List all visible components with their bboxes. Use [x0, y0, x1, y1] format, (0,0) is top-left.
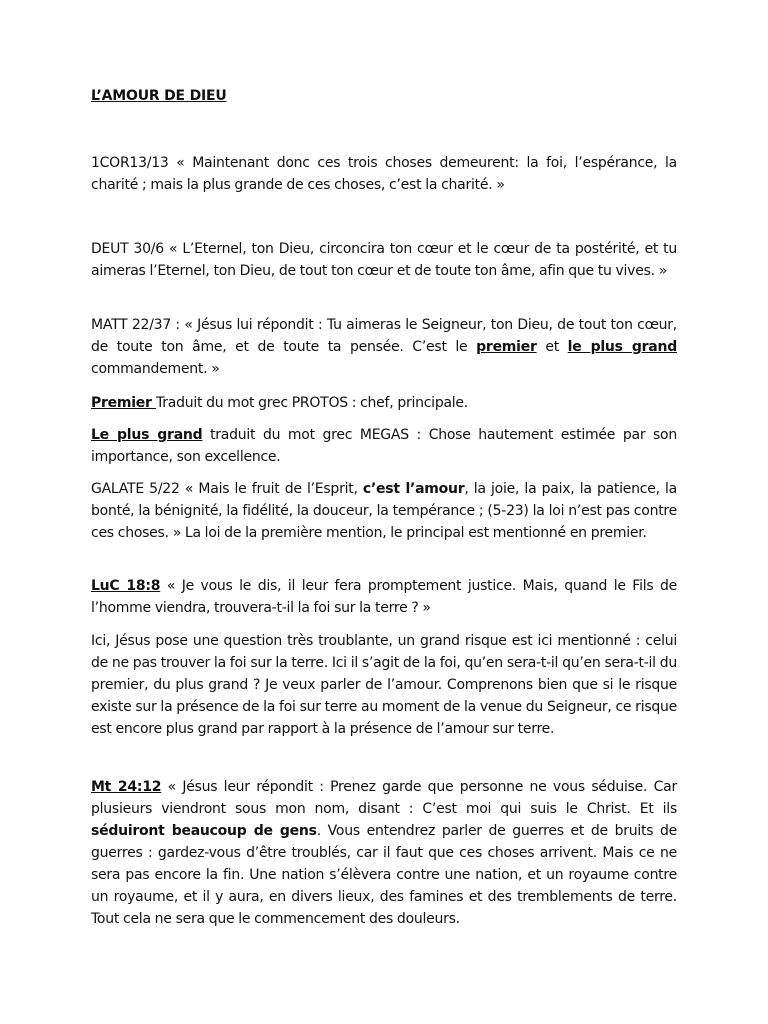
paragraph-commentary	[91, 630, 677, 740]
paragraph-luc-text: « Je vous le dis, il leur fera promptement justice. Mais, quand le Fils de l’homme viendra, trouvera-t-il la foi sur la terre ? »	[91, 578, 677, 616]
paragraph-matt-and: et	[536, 339, 568, 355]
document-page	[91, 0, 677, 1024]
paragraph-deut-text: DEUT 30/6 « L’Eternel, ton Dieu, circoncira ton cœur et le cœur de ta postérité, et tu aimeras l’Eternel, ton Dieu, de tout ton cœur et de toute ton âme, afin que tu vives. »	[91, 241, 677, 279]
paragraph-galate	[91, 478, 677, 544]
paragraph-galate-after: , la joie, la paix, la patience, la bonté, la bénignité, la fidélité, la douceur, la tempérance ; (5-23) la loi n’est pas contre ces choses. » La loi de la première mention, le principal est mentionné en premier.	[91, 481, 678, 541]
paragraph-galate-before: GALATE 5/22 « Mais le fruit de l’Esprit,	[91, 481, 363, 497]
paragraph-mt-before: « Jésus leur répondit : Prenez garde que personne ne vous séduise. Car plusieurs viendront sous mon nom, disant : C’est moi qui suis le Christ. Et ils	[91, 779, 677, 817]
paragraph-matt-text-after: commandement. »	[91, 361, 220, 377]
definition-le-plus-grand: traduit du mot grec MEGAS : Chose hautement estimée par son importance, son excellence.	[91, 427, 677, 465]
term-premier: Premier	[91, 395, 157, 411]
paragraph-matt-text-before: MATT 22/37 : « Jésus lui répondit : Tu aimeras le Seigneur, ton Dieu, de tout ton cœur, de toute ton âme, et de toute ta pensée. C’est le	[91, 317, 677, 355]
reference-mt: Mt 24:12	[91, 779, 162, 795]
emphasis-seduiront: séduiront beaucoup de gens	[91, 823, 317, 839]
paragraph-1cor	[91, 152, 677, 196]
term-le-plus-grand: Le plus grand	[91, 427, 203, 443]
paragraph-deut	[91, 238, 677, 282]
paragraph-mt	[91, 776, 677, 930]
paragraph-mt-after: . Vous entendrez parler de guerres et de bruits de guerres : gardez-vous d’être troublés, car il faut que ces choses arrivent. Mais ce ne sera pas encore la fin. Une nation s’élèvera contre une nation, et un royaume contre un royaume, et il y aura, en divers lieux, des famines et des tremblements de terre. Tout cela ne sera que le commencement des douleurs.	[91, 823, 677, 927]
document-title: L’AMOUR DE DIEU	[91, 88, 227, 104]
paragraph-matt	[91, 314, 677, 380]
reference-luc: LuC 18:8	[91, 578, 161, 594]
emphasis-le-plus-grand: le plus grand	[567, 339, 677, 355]
definition-premier: Traduit du mot grec PROTOS : chef, principale.	[156, 395, 468, 411]
paragraph-plus-grand-definition	[91, 424, 677, 468]
paragraph-1cor-text: 1COR13/13 « Maintenant donc ces trois choses demeurent: la foi, l’espérance, la charité ; mais la plus grande de ces choses, c’est la charité. »	[91, 155, 677, 193]
paragraph-luc	[91, 575, 677, 619]
paragraph-commentary-text: Ici, Jésus pose une question très troublante, un grand risque est ici mentionné : celui de ne pas trouver la foi sur la terre. Ici il s’agit de la foi, qu’en sera-t-il qu’en sera-t-il du premier, du plus grand ? Je veux parler de l’amour. Comprenons bien que si le risque existe sur la présence de la foi sur terre au moment de la venue du Seigneur, ce risque est encore plus grand par rapport à la présence de l’amour sur terre.	[91, 633, 677, 737]
emphasis-cest-lamour: c’est l’amour	[362, 481, 465, 497]
paragraph-premier-definition	[91, 392, 677, 414]
emphasis-premier: premier	[476, 339, 537, 355]
